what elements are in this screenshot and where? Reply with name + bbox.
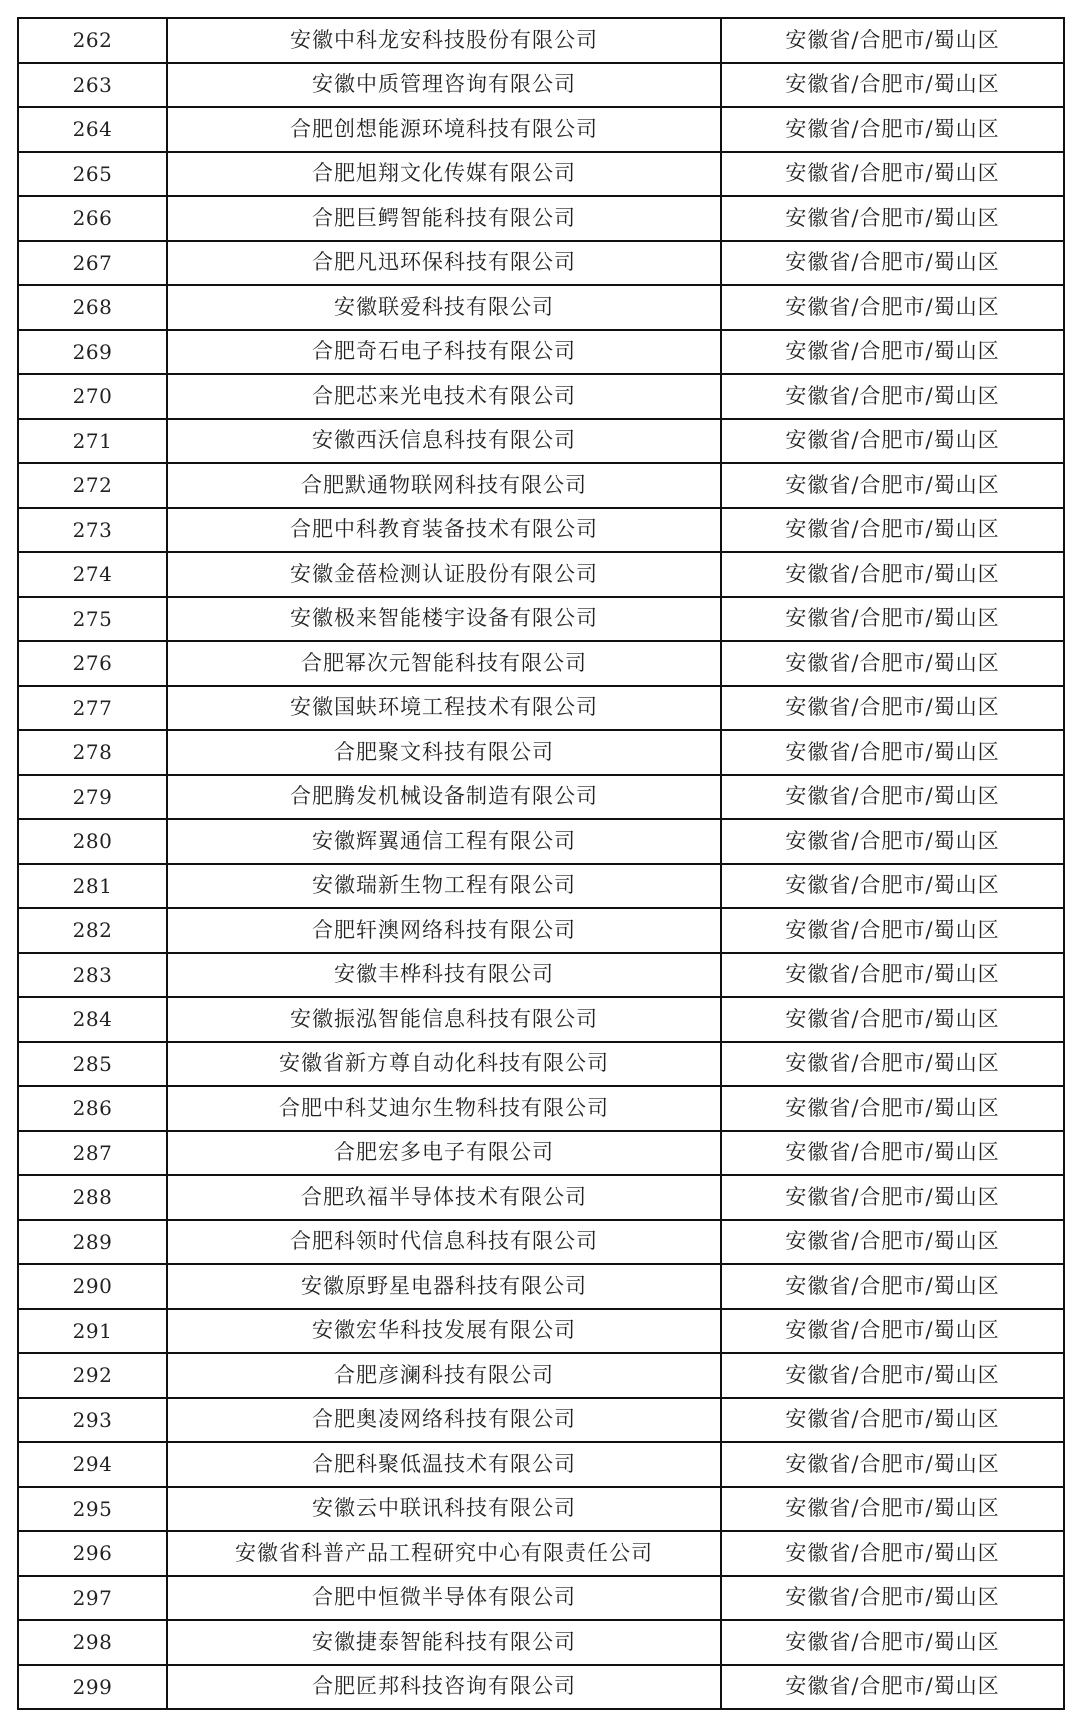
company-region: 安徽省/合肥市/蜀山区 [721, 330, 1064, 375]
company-region: 安徽省/合肥市/蜀山区 [721, 1620, 1064, 1665]
table-row [18, 374, 1064, 419]
row-number: 267 [18, 241, 167, 286]
company-region: 安徽省/合肥市/蜀山区 [721, 1175, 1064, 1220]
row-number: 281 [18, 864, 167, 909]
company-name: 合肥芯来光电技术有限公司 [167, 374, 721, 419]
company-region: 安徽省/合肥市/蜀山区 [721, 864, 1064, 909]
company-name: 合肥玖福半导体技术有限公司 [167, 1175, 721, 1220]
row-number: 272 [18, 463, 167, 508]
company-name: 合肥奥凌网络科技有限公司 [167, 1398, 721, 1443]
table-row [18, 730, 1064, 775]
row-number: 283 [18, 953, 167, 998]
company-name: 安徽捷泰智能科技有限公司 [167, 1620, 721, 1665]
row-number: 275 [18, 597, 167, 642]
company-name: 合肥默通物联网科技有限公司 [167, 463, 721, 508]
company-region: 安徽省/合肥市/蜀山区 [721, 1086, 1064, 1131]
company-region: 安徽省/合肥市/蜀山区 [721, 997, 1064, 1042]
company-region: 安徽省/合肥市/蜀山区 [721, 463, 1064, 508]
table-row [18, 1487, 1064, 1532]
table-row [18, 1353, 1064, 1398]
company-name: 合肥中恒微半导体有限公司 [167, 1576, 721, 1621]
company-list-sheet [17, 17, 1063, 1710]
company-name: 合肥科聚低温技术有限公司 [167, 1442, 721, 1487]
table-row [18, 1131, 1064, 1176]
table-row [18, 1220, 1064, 1265]
row-number: 266 [18, 196, 167, 241]
table-row [18, 419, 1064, 464]
company-region: 安徽省/合肥市/蜀山区 [721, 1042, 1064, 1087]
company-name: 安徽省科普产品工程研究中心有限责任公司 [167, 1531, 721, 1576]
company-name: 安徽西沃信息科技有限公司 [167, 419, 721, 464]
table-row [18, 1042, 1064, 1087]
row-number: 284 [18, 997, 167, 1042]
table-row [18, 1665, 1064, 1710]
table-row [18, 63, 1064, 108]
company-name: 合肥奇石电子科技有限公司 [167, 330, 721, 375]
company-name: 合肥科领时代信息科技有限公司 [167, 1220, 721, 1265]
company-region: 安徽省/合肥市/蜀山区 [721, 285, 1064, 330]
company-name: 合肥宏多电子有限公司 [167, 1131, 721, 1176]
company-region: 安徽省/合肥市/蜀山区 [721, 1487, 1064, 1532]
table-row [18, 1398, 1064, 1443]
company-region: 安徽省/合肥市/蜀山区 [721, 552, 1064, 597]
company-name: 安徽极来智能楼宇设备有限公司 [167, 597, 721, 642]
company-region: 安徽省/合肥市/蜀山区 [721, 1442, 1064, 1487]
company-region: 安徽省/合肥市/蜀山区 [721, 1665, 1064, 1710]
company-region: 安徽省/合肥市/蜀山区 [721, 953, 1064, 998]
company-name: 安徽金蓓检测认证股份有限公司 [167, 552, 721, 597]
table-row [18, 1442, 1064, 1487]
table-row [18, 1309, 1064, 1354]
company-table-body [18, 18, 1064, 1709]
row-number: 269 [18, 330, 167, 375]
company-region: 安徽省/合肥市/蜀山区 [721, 597, 1064, 642]
company-region: 安徽省/合肥市/蜀山区 [721, 819, 1064, 864]
row-number: 268 [18, 285, 167, 330]
table-row [18, 241, 1064, 286]
company-name: 安徽联爱科技有限公司 [167, 285, 721, 330]
company-name: 安徽云中联讯科技有限公司 [167, 1487, 721, 1532]
row-number: 273 [18, 508, 167, 553]
company-name: 安徽中质管理咨询有限公司 [167, 63, 721, 108]
table-row [18, 1531, 1064, 1576]
company-region: 安徽省/合肥市/蜀山区 [721, 1220, 1064, 1265]
row-number: 292 [18, 1353, 167, 1398]
table-row [18, 107, 1064, 152]
table-row [18, 1086, 1064, 1131]
company-region: 安徽省/合肥市/蜀山区 [721, 419, 1064, 464]
row-number: 285 [18, 1042, 167, 1087]
company-region: 安徽省/合肥市/蜀山区 [721, 1576, 1064, 1621]
row-number: 288 [18, 1175, 167, 1220]
table-row [18, 1576, 1064, 1621]
company-region: 安徽省/合肥市/蜀山区 [721, 152, 1064, 197]
company-name: 合肥匠邦科技咨询有限公司 [167, 1665, 721, 1710]
table-row [18, 597, 1064, 642]
table-row [18, 908, 1064, 953]
table-row [18, 1175, 1064, 1220]
row-number: 262 [18, 18, 167, 63]
row-number: 280 [18, 819, 167, 864]
company-region: 安徽省/合肥市/蜀山区 [721, 1264, 1064, 1309]
row-number: 263 [18, 63, 167, 108]
company-name: 安徽省新方尊自动化科技有限公司 [167, 1042, 721, 1087]
row-number: 298 [18, 1620, 167, 1665]
row-number: 295 [18, 1487, 167, 1532]
company-region: 安徽省/合肥市/蜀山区 [721, 374, 1064, 419]
company-region: 安徽省/合肥市/蜀山区 [721, 1531, 1064, 1576]
row-number: 291 [18, 1309, 167, 1354]
row-number: 290 [18, 1264, 167, 1309]
company-region: 安徽省/合肥市/蜀山区 [721, 196, 1064, 241]
row-number: 282 [18, 908, 167, 953]
company-name: 合肥腾发机械设备制造有限公司 [167, 775, 721, 820]
company-region: 安徽省/合肥市/蜀山区 [721, 241, 1064, 286]
company-region: 安徽省/合肥市/蜀山区 [721, 107, 1064, 152]
company-region: 安徽省/合肥市/蜀山区 [721, 686, 1064, 731]
table-row [18, 152, 1064, 197]
company-region: 安徽省/合肥市/蜀山区 [721, 641, 1064, 686]
table-row [18, 686, 1064, 731]
company-region: 安徽省/合肥市/蜀山区 [721, 908, 1064, 953]
company-region: 安徽省/合肥市/蜀山区 [721, 730, 1064, 775]
table-row [18, 196, 1064, 241]
row-number: 270 [18, 374, 167, 419]
company-region: 安徽省/合肥市/蜀山区 [721, 18, 1064, 63]
company-name: 合肥幂次元智能科技有限公司 [167, 641, 721, 686]
row-number: 293 [18, 1398, 167, 1443]
company-region: 安徽省/合肥市/蜀山区 [721, 63, 1064, 108]
table-row [18, 508, 1064, 553]
company-region: 安徽省/合肥市/蜀山区 [721, 508, 1064, 553]
row-number: 278 [18, 730, 167, 775]
row-number: 297 [18, 1576, 167, 1621]
company-region: 安徽省/合肥市/蜀山区 [721, 1398, 1064, 1443]
row-number: 274 [18, 552, 167, 597]
table-row [18, 641, 1064, 686]
company-region: 安徽省/合肥市/蜀山区 [721, 1309, 1064, 1354]
row-number: 289 [18, 1220, 167, 1265]
row-number: 294 [18, 1442, 167, 1487]
company-name: 安徽宏华科技发展有限公司 [167, 1309, 721, 1354]
company-name: 合肥中科教育装备技术有限公司 [167, 508, 721, 553]
row-number: 296 [18, 1531, 167, 1576]
company-name: 合肥凡迅环保科技有限公司 [167, 241, 721, 286]
company-region: 安徽省/合肥市/蜀山区 [721, 775, 1064, 820]
row-number: 299 [18, 1665, 167, 1710]
company-name: 合肥中科艾迪尔生物科技有限公司 [167, 1086, 721, 1131]
table-row [18, 1620, 1064, 1665]
row-number: 277 [18, 686, 167, 731]
row-number: 265 [18, 152, 167, 197]
table-row [18, 330, 1064, 375]
table-row [18, 775, 1064, 820]
company-name: 合肥彦澜科技有限公司 [167, 1353, 721, 1398]
table-row [18, 18, 1064, 63]
company-name: 安徽原野星电器科技有限公司 [167, 1264, 721, 1309]
company-name: 合肥旭翔文化传媒有限公司 [167, 152, 721, 197]
row-number: 287 [18, 1131, 167, 1176]
row-number: 279 [18, 775, 167, 820]
company-region: 安徽省/合肥市/蜀山区 [721, 1353, 1064, 1398]
company-table [17, 17, 1065, 1710]
table-row [18, 1264, 1064, 1309]
company-name: 安徽瑞新生物工程有限公司 [167, 864, 721, 909]
company-name: 安徽中科龙安科技股份有限公司 [167, 18, 721, 63]
table-row [18, 463, 1064, 508]
row-number: 276 [18, 641, 167, 686]
company-name: 安徽国蚨环境工程技术有限公司 [167, 686, 721, 731]
company-name: 合肥轩澳网络科技有限公司 [167, 908, 721, 953]
table-row [18, 552, 1064, 597]
table-row [18, 819, 1064, 864]
company-name: 合肥创想能源环境科技有限公司 [167, 107, 721, 152]
table-row [18, 953, 1064, 998]
company-name: 安徽丰桦科技有限公司 [167, 953, 721, 998]
table-row [18, 997, 1064, 1042]
row-number: 271 [18, 419, 167, 464]
table-row [18, 864, 1064, 909]
company-region: 安徽省/合肥市/蜀山区 [721, 1131, 1064, 1176]
company-name: 合肥巨鳄智能科技有限公司 [167, 196, 721, 241]
company-name: 安徽振泓智能信息科技有限公司 [167, 997, 721, 1042]
row-number: 286 [18, 1086, 167, 1131]
table-row [18, 285, 1064, 330]
row-number: 264 [18, 107, 167, 152]
company-name: 合肥聚文科技有限公司 [167, 730, 721, 775]
company-name: 安徽辉翼通信工程有限公司 [167, 819, 721, 864]
